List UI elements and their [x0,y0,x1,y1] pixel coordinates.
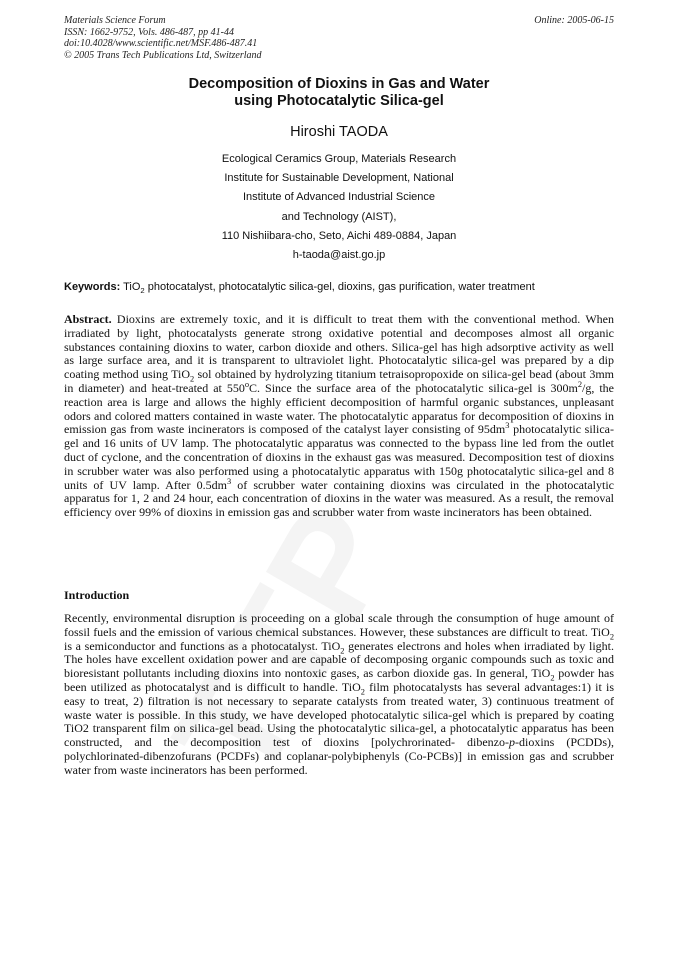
affiliation-block [64,150,614,265]
journal-header [64,15,262,61]
title-line-2: using Photocatalytic Silica-gel [234,93,444,109]
abstract-label: Abstract. [64,312,112,326]
keywords-label: Keywords: [64,281,121,293]
affiliation-line: and Technology (AIST), [281,210,397,223]
abstract-paragraph: Abstract. Dioxins are extremely toxic, and it is difficult to treat them with the conventional method. When irradiated by light, photocatalysts generate strong oxidative potential and decomposes almost all organic substances containing dioxins to water, carbon dioxide and others. Silica-gel has high adsorptive activity as well as large surface area, and it is transparent to ultraviolet light. Photocatalytic silica-gel was prepared by a dip coating method using TiO$_2$ sol obtained by hydrolyzing titanium tetraisopropoxide on silica-gel bead (about 3mm in diameter) and heat-treated at 550$^o$C. Since the surface area of the photocatalytic silica-gel is $300m^2/g$, the reaction area is large and allows the highly efficient decomposition of harmful organic substances, unpleasant odors and colored matters contained in waste water. The photocatalytic apparatus for decomposition of dioxins in emission gas from waste incinerators is composed of the catalyst layer consisting of $95dm^3$ photocatalytic silica-gel and 16 units of UV lamp. The photocatalytic apparatus was connected to the bypass line led from the outlet duct of cyclone, and the concentration of dioxins in the exhaust gas was measured. Decomposition test of dioxins in scrubber water was also performed using a photocatalytic apparatus with 150g photocatalytic silica-gel and 8 units of UV lamp. After $0.5dm^3$ of scrubber water containing dioxins was circulated in the photocatalytic apparatus for 1, 2 and 24 hour, each concentration of dioxins in the water was measured. As a result, the removal efficiency over 99% of dioxins in emission gas and scrubber water from waste incinerators has been obtained. [64,312,614,520]
affiliation-line: 110 Nishiibara-cho, Seto, Aichi 489-0884, Japan [221,229,457,242]
affiliation-line: Institute of Advanced Industrial Science [242,191,435,204]
author-name: Hiroshi TAODA [290,124,388,140]
author-email[interactable]: h-taoda@aist.go.jp [292,249,386,262]
issn-line: ISSN: 1662-9752, Vols. 486-487, pp 41-44 [64,26,234,38]
paper-title [64,76,614,110]
introduction-heading: Introduction [64,588,130,602]
online-date: Online: 2005-06-15 [534,15,614,26]
affiliation-line: Ecological Ceramics Group, Materials Research [221,153,457,165]
doi-line[interactable]: doi:10.4028/www.scientific.net/MSF.486-487.41 [64,38,258,49]
title-line-1: Decomposition of Dioxins in Gas and Water [188,76,490,92]
introduction-paragraph: Recently, environmental disruption is proceeding on a global scale through the consumption of huge amount of fossil fuels and the emission of various chemical substances. However, these substances are difficult to treat. TiO$_2$ is a semiconductor and functions as a photocatalyst. TiO$_2$ generates electrons and holes when irradiated by light. The holes have excellent oxidation power and are capable of decomposing organic compounds such as toxic and bioresistant pollutants including dioxins into nontoxic gases, as carbon dioxide gas. In general, TiO$_2$ powder has been utilized as photocatalyst and is difficult to handle. TiO$_2$ film photocatalysts has several advantages:1) it is easy to treat, 2) filtration is not necessary to separate catalysts from treated water, 3) continuous treatment of waste water is possible. In this study, we have developed photocatalytic silica-gel which is prepared by coating TiO2 transparent film on silica-gel bead. Using the photocatalytic silica-gel, a photocatalytic apparatus has been constructed, and the decomposition test of dioxins [polychrorinated- dibenzo-p-dioxins (PCDDs), polychlorinated-dibenzofurans (PCDFs) and coplanar-polybiphenyls (Co-PCBs)] in emission gas and scrubber water from waste incinerators has been performed. [64,611,615,777]
journal-name: Materials Science Forum [64,15,166,26]
keywords-line: Keywords: TiO$_2$ photocatalyst, photocatalytic silica-gel, dioxins, gas purification, water treatment [64,281,535,296]
affiliation-line: Institute for Sustainable Development, National [224,172,454,185]
copyright-line: © 2005 Trans Tech Publications Ltd, Switzerland [64,49,262,61]
